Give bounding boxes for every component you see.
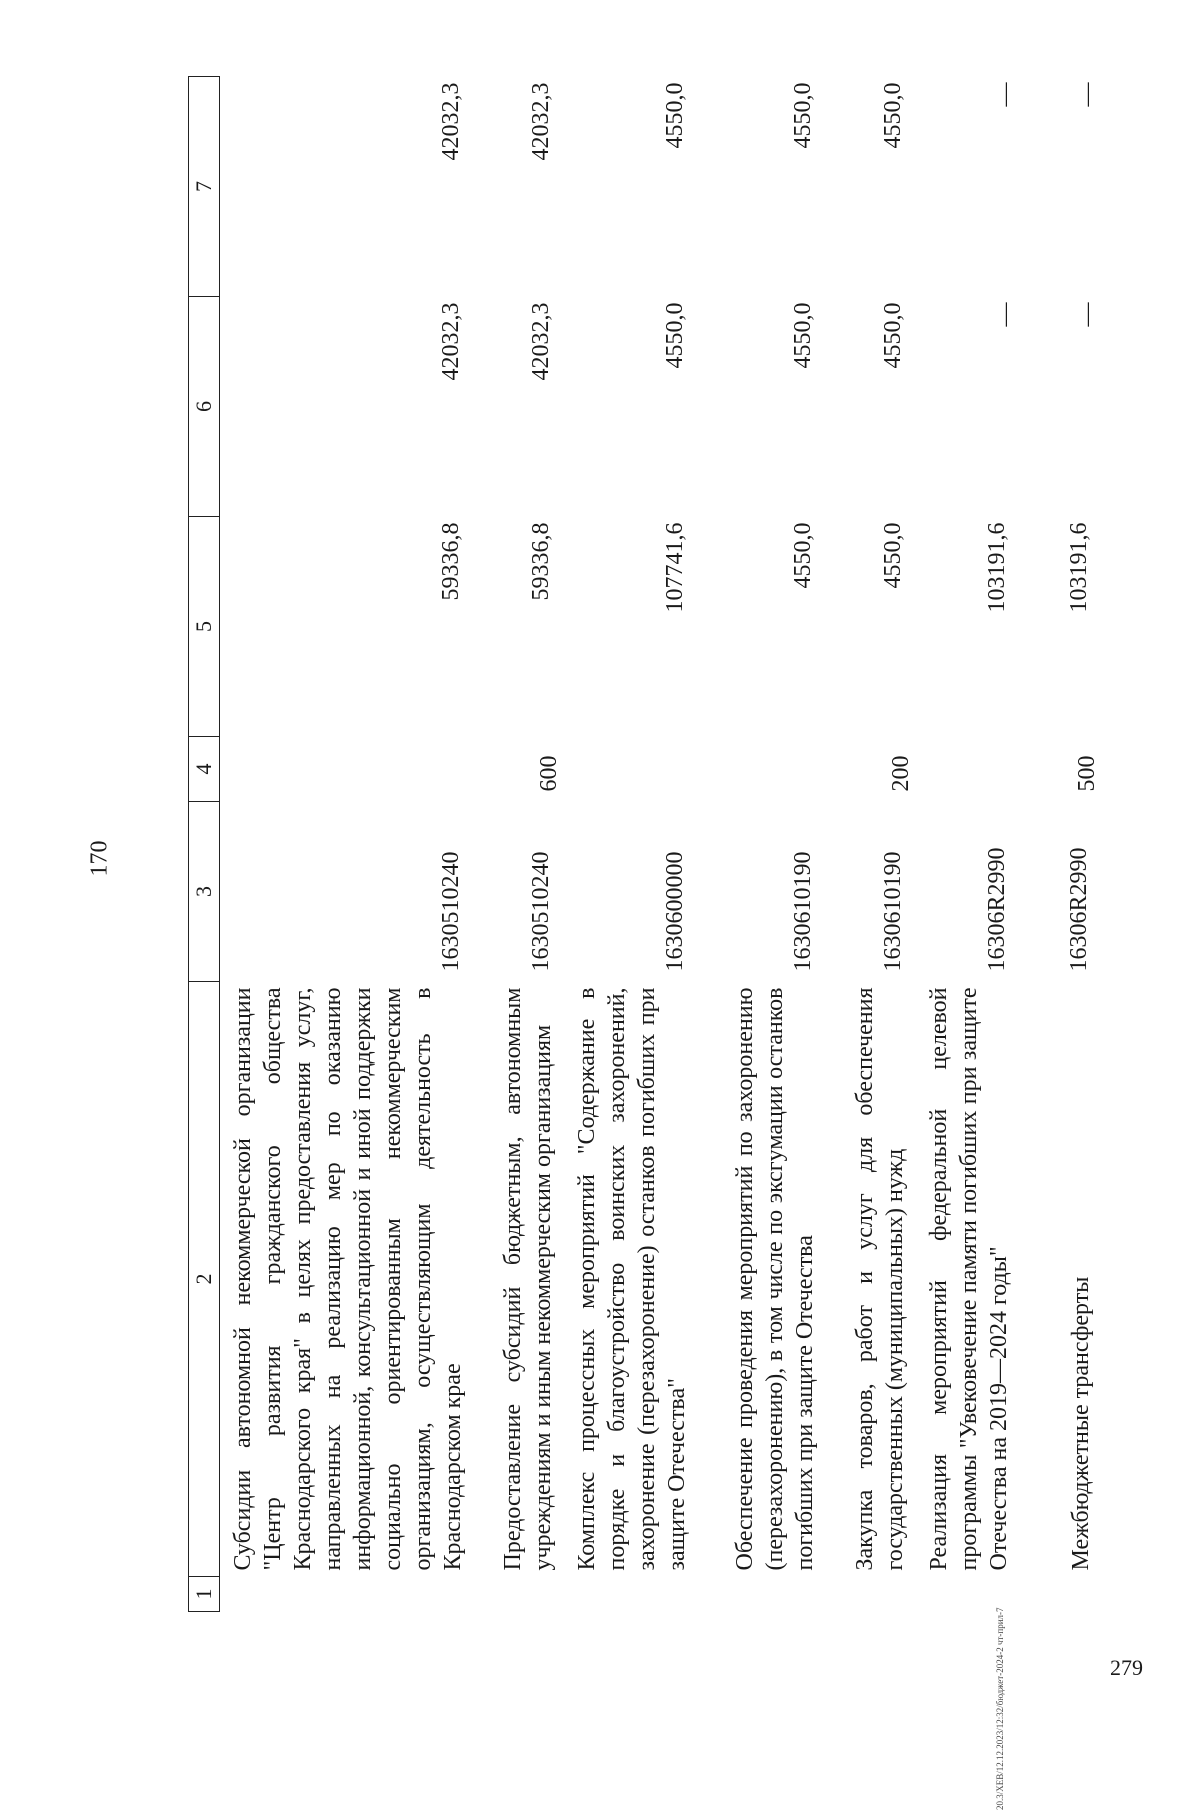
amount-col6-cell: 42032,3	[528, 302, 554, 381]
amount-col7-cell: —	[992, 82, 1018, 107]
expense-group-cell	[916, 737, 1020, 802]
amount-col5-cell: 107741,6	[662, 522, 688, 613]
budget-table	[188, 76, 1102, 1612]
table-row	[826, 77, 916, 1612]
header-cell: 1	[189, 1577, 220, 1612]
row-number-cell	[220, 1577, 475, 1612]
table-row	[474, 77, 564, 1612]
description-cell: Комплекс процессных мероприятий "Содержание в порядке и благоустройство воинских захоронений, захоронение (перезахоронение) останков погибших при защите Отечества"	[574, 987, 690, 1571]
target-code-cell: 1630610190	[790, 851, 816, 972]
header-cell: 3	[189, 802, 220, 982]
header-cell: 6	[189, 297, 220, 517]
header-cell: 2	[189, 982, 220, 1577]
table-header-row	[189, 77, 220, 1612]
amount-col7-cell: 4550,0	[662, 82, 688, 149]
description-cell: Межбюджетные трансферты	[1068, 1276, 1094, 1571]
amount-col7-cell: 4550,0	[790, 82, 816, 149]
amount-col7-cell: 42032,3	[438, 82, 464, 161]
header-cell: 5	[189, 517, 220, 737]
table-row	[698, 77, 826, 1612]
page-number: 170	[86, 840, 113, 877]
target-code-cell: 1630610190	[880, 851, 906, 972]
amount-col6-cell: 4550,0	[790, 302, 816, 369]
target-code-cell: 1630510240	[528, 851, 554, 972]
row-number-cell	[1020, 1577, 1102, 1612]
amount-col6-cell: 4550,0	[662, 302, 688, 369]
description-cell: Реализация мероприятий федеральной целевой программы "Увековечение памяти погибших при защите Отечества на 2019—2024 годы"	[926, 987, 1012, 1571]
expense-group-cell	[220, 737, 475, 802]
row-number-cell	[698, 1577, 826, 1612]
table-row	[220, 77, 475, 1612]
amount-col6-cell: 42032,3	[438, 302, 464, 381]
description-cell: Субсидии автономной некоммерческой организации "Центр развития гражданского общества Краснодарского края" в целях предоставления услуг, направленных на реализацию мер по оказанию информационной, консультационной и иной поддержки социально ориентированным некоммерческим организациям, осуществляющим деятельность в Краснодарском крае	[230, 987, 466, 1571]
amount-col6-cell: —	[1074, 302, 1100, 327]
expense-group-cell: 500	[1074, 755, 1100, 792]
description-cell: Закупка товаров, работ и услуг для обеспечения государственных (муниципальных) нужд	[852, 987, 908, 1571]
budget-table-rotated	[188, 77, 1100, 1612]
amount-col6-cell: 4550,0	[880, 302, 906, 369]
target-code-cell: 16306R2990	[1066, 847, 1092, 972]
amount-col5-cell: 103191,6	[984, 522, 1010, 613]
amount-col5-cell: 4550,0	[880, 522, 906, 589]
target-code-cell: 1630600000	[662, 851, 688, 972]
amount-col5-cell: 59336,8	[438, 522, 464, 601]
header-cell: 4	[189, 737, 220, 802]
target-code-cell: 16306R2990	[984, 847, 1010, 972]
description-cell: Предоставление субсидий бюджетным, автономным учреждениям и иным некоммерческим организациям	[500, 987, 556, 1571]
amount-col7-cell: —	[1074, 82, 1100, 107]
expense-group-cell: 200	[888, 755, 914, 792]
expense-group-cell	[564, 737, 698, 802]
expense-group-cell	[698, 737, 826, 802]
amount-col5-cell: 4550,0	[790, 522, 816, 589]
description-cell: Обеспечение проведения мероприятий по захоронению (перезахоронению), в том числе по эксгумации останков погибших при защите Отечества	[732, 987, 818, 1571]
row-number-cell	[826, 1577, 916, 1612]
table-row	[1020, 77, 1102, 1612]
row-number-cell	[564, 1577, 698, 1612]
amount-col5-cell: 59336,8	[528, 522, 554, 601]
amount-col5-cell: 103191,6	[1066, 522, 1092, 613]
row-number-cell	[474, 1577, 564, 1612]
amount-col7-cell: 42032,3	[528, 82, 554, 161]
sheet-number: 279	[1110, 1655, 1143, 1680]
amount-col7-cell: 4550,0	[880, 82, 906, 149]
expense-group-cell: 600	[536, 755, 562, 792]
header-cell: 7	[189, 77, 220, 297]
document-stamp: 20.3/XEB/12.12.2023/12:32/бюджет-2024-2 чт-прил-7	[995, 1607, 1005, 1810]
target-code-cell: 1630510240	[438, 851, 464, 972]
amount-col6-cell: —	[992, 302, 1018, 327]
table-row	[564, 77, 698, 1612]
